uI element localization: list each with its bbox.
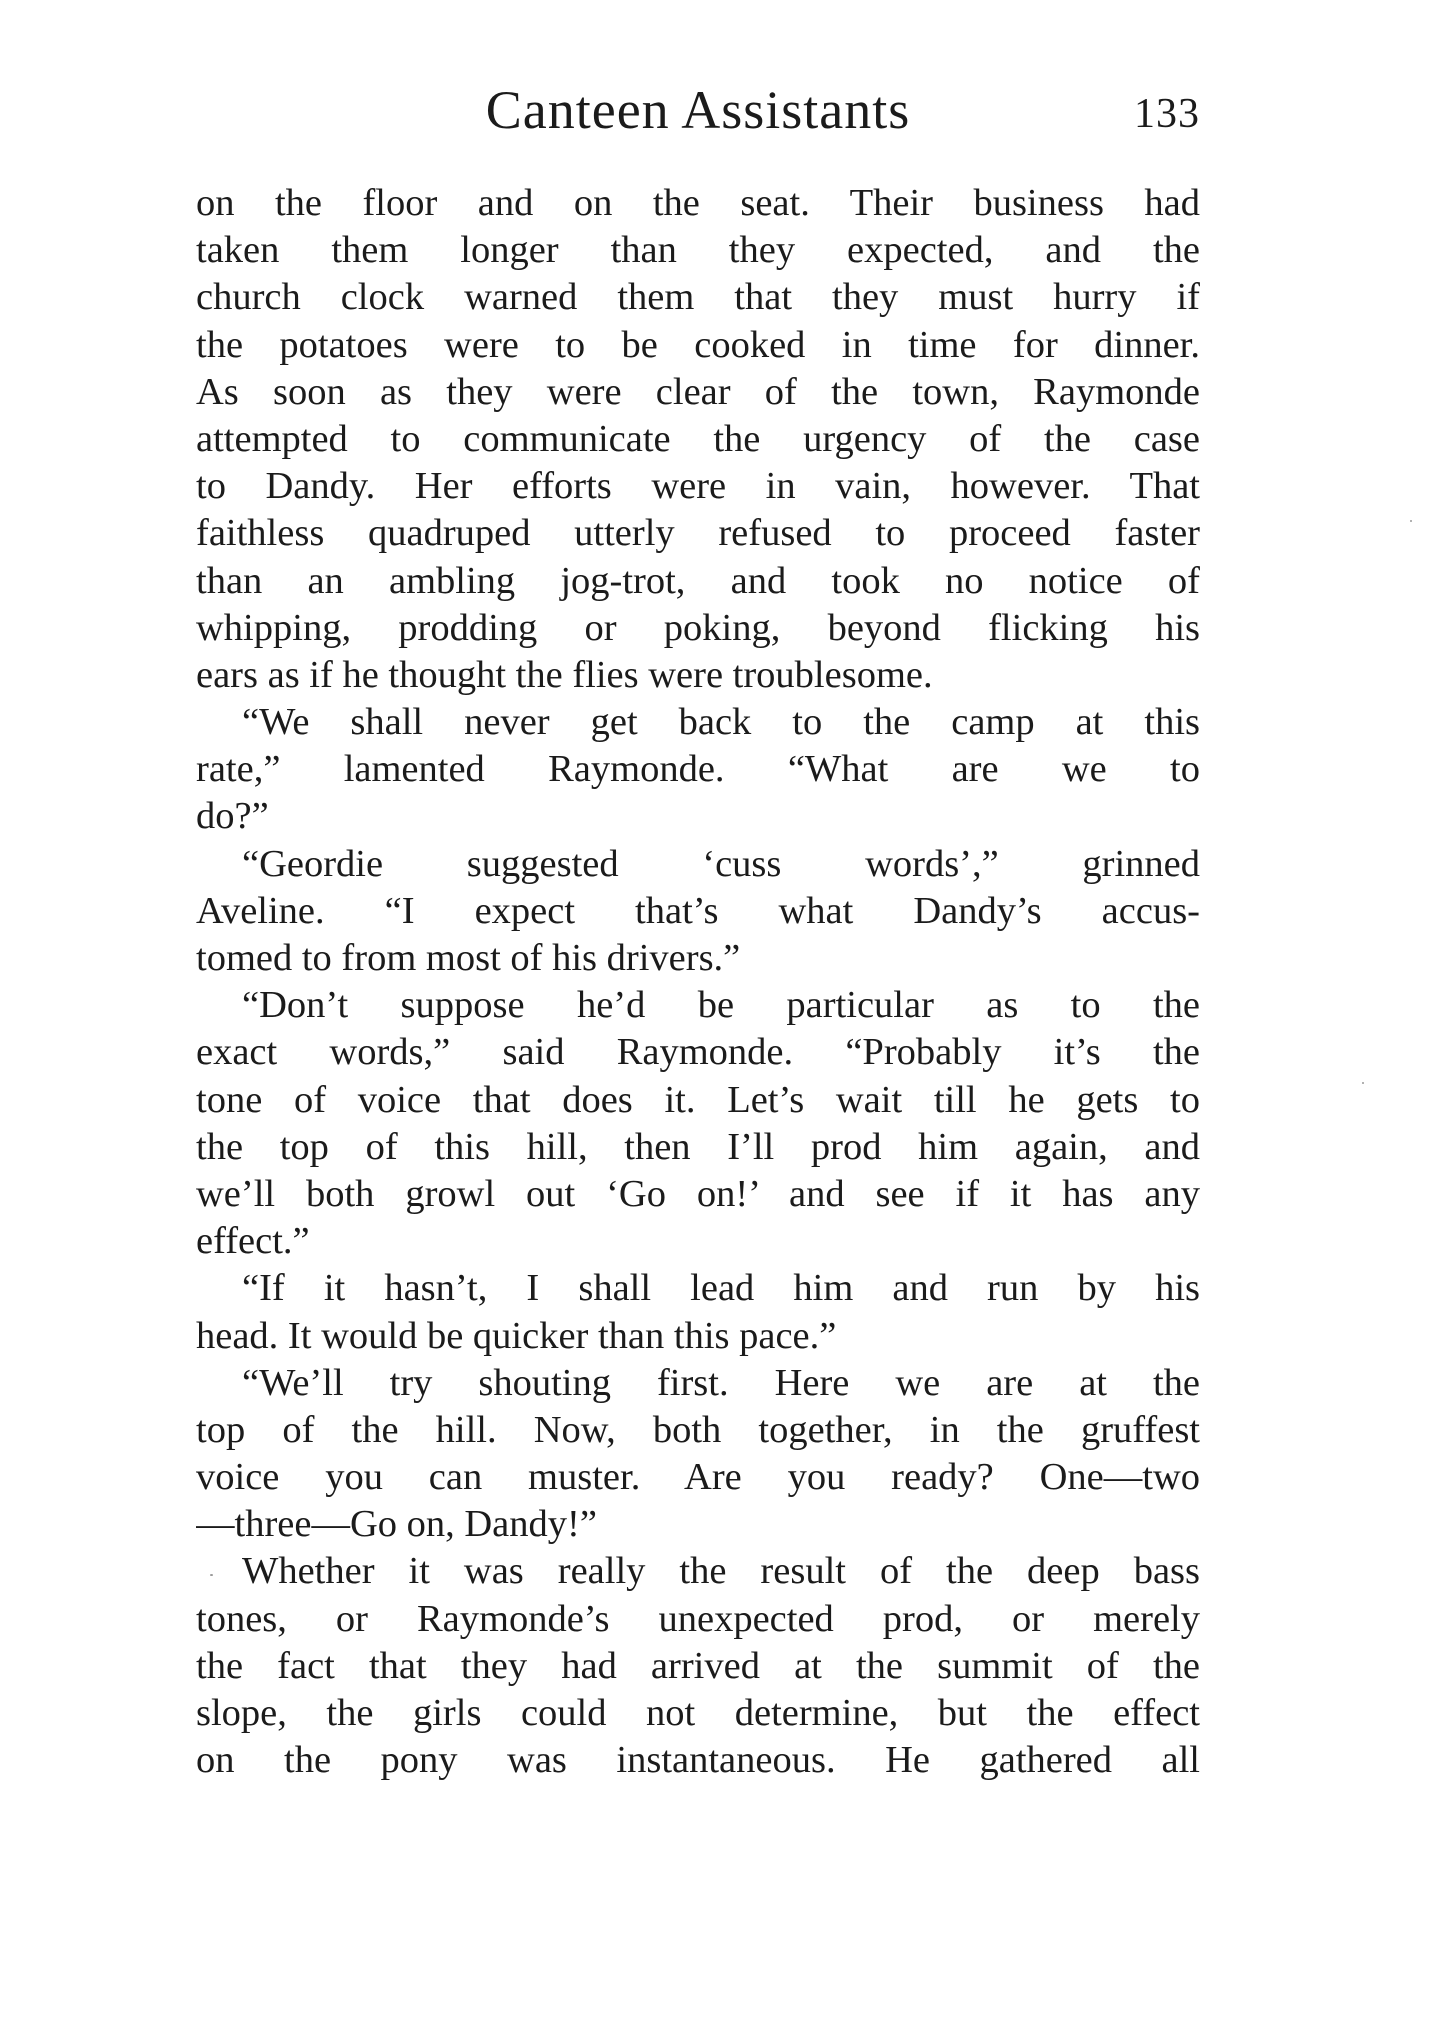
text-line: “If it hasn’t, I shall lead him and run by his	[242, 1267, 1200, 1310]
text-line: exact words,” said Raymonde. “Probably it’s the	[196, 1031, 1200, 1074]
running-title: Canteen Assistants	[485, 80, 911, 140]
text-line: head. It would be quicker than this pace.”	[196, 1314, 837, 1357]
paper-speck	[1410, 520, 1412, 522]
text-line: tomed to from most of his drivers.”	[196, 937, 741, 979]
text-line: the top of this hill, then I’ll prod him again, and	[196, 1125, 1200, 1168]
text-line: Aveline. “I expect that’s what Dandy’s accus-	[196, 889, 1200, 932]
text-line: taken them longer than they expected, and the	[196, 229, 1200, 272]
running-header	[196, 75, 1200, 145]
text-line: effect.”	[196, 1220, 310, 1263]
text-line: we’ll both growl out ‘Go on!’ and see if it has any	[196, 1172, 1200, 1215]
text-line: —three—Go on, Dandy!”	[196, 1503, 597, 1546]
text-line: top of the hill. Now, both together, in the gruffest	[196, 1408, 1200, 1451]
paper-speck	[1362, 1082, 1364, 1084]
text-line: As soon as they were clear of the town, Raymonde	[196, 370, 1200, 413]
text-line: on the floor and on the seat. Their business had	[196, 182, 1200, 224]
body-text	[196, 180, 1200, 1784]
text-line: slope, the girls could not determine, but the effect	[196, 1692, 1200, 1734]
text-line: rate,” lamented Raymonde. “What are we to	[196, 748, 1200, 791]
text-line: “Don’t suppose he’d be particular as to the	[242, 984, 1200, 1027]
text-line: the potatoes were to be cooked in time for dinner.	[196, 323, 1200, 366]
text-line: to Dandy. Her efforts were in vain, however. That	[196, 465, 1200, 508]
page-number: 133	[1134, 91, 1200, 137]
text-line: “We shall never get back to the camp at this	[242, 701, 1200, 744]
paper-speck	[210, 1574, 213, 1576]
text-line: Whether it was really the result of the deep bass	[242, 1550, 1200, 1593]
text-line: do?”	[196, 795, 269, 838]
text-line: faithless quadruped utterly refused to proceed faster	[196, 512, 1200, 555]
text-line: tones, or Raymonde’s unexpected prod, or merely	[196, 1597, 1200, 1640]
text-line: the fact that they had arrived at the summit of the	[196, 1644, 1200, 1687]
text-line: church clock warned them that they must hurry if	[196, 276, 1200, 319]
text-line: ears as if he thought the flies were troublesome.	[196, 653, 933, 696]
text-line: attempted to communicate the urgency of the case	[196, 417, 1200, 460]
text-line: than an ambling jog-trot, and took no notice of	[196, 559, 1200, 602]
text-line: voice you can muster. Are you ready? One—two	[196, 1456, 1200, 1499]
text-line: whipping, prodding or poking, beyond flicking his	[196, 606, 1200, 649]
text-line: on the pony was instantaneous. He gathered all	[196, 1739, 1200, 1782]
text-line: tone of voice that does it. Let’s wait till he gets to	[196, 1078, 1200, 1121]
text-line: “Geordie suggested ‘cuss words’,” grinned	[242, 842, 1200, 885]
text-line: “We’ll try shouting first. Here we are at the	[242, 1361, 1200, 1404]
